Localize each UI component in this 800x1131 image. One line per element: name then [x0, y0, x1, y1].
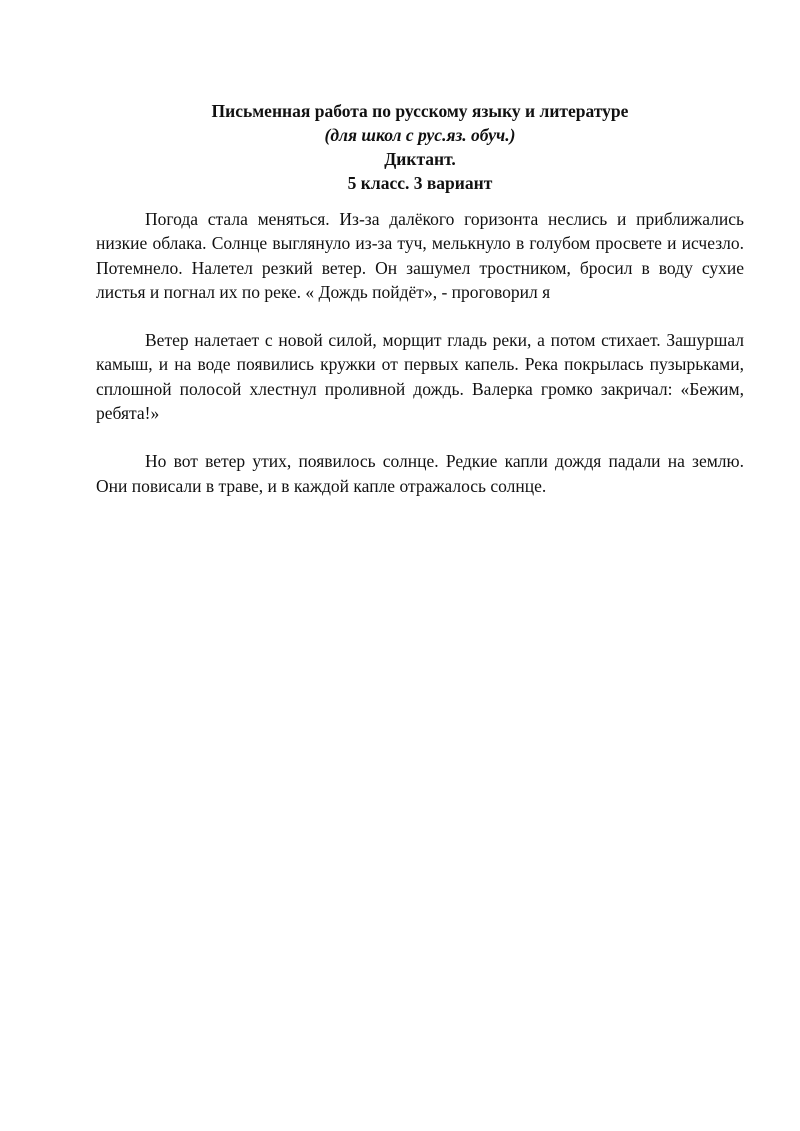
document-body	[96, 207, 744, 522]
document-grade-variant: 5 класс. 3 вариант	[347, 173, 493, 193]
document-genre: Диктант.	[384, 149, 456, 169]
document-title: Письменная работа по русскому языку и литературе	[211, 101, 629, 121]
document-subtitle: (для школ с рус.яз. обуч.)	[324, 125, 516, 145]
paragraph-1: Погода стала меняться. Из-за далёкого горизонта неслись и приближались низкие облака. Солнце выглянуло из-за туч, мелькнуло в голубом просвете и исчезло. Потемнело. Налетел резкий ветер. Он зашумел тростником, бросил в воду сухие листья и погнал их по реке. « Дождь пойдёт», - проговорил я	[96, 209, 744, 302]
paragraph-3: Но вот ветер утих, появилось солнце. Редкие капли дождя падали на землю. Они повисали в траве, и в каждой капле отражалось солнце.	[96, 451, 744, 496]
paragraph-2: Ветер налетает с новой силой, морщит гладь реки, а потом стихает. Зашуршал камыш, и на воде появились кружки от первых капель. Река покрылась пузырьками, сплошной полосой хлестнул проливной дождь. Валерка громко закричал: «Бежим, ребята!»	[96, 330, 744, 424]
document-header	[96, 99, 744, 195]
